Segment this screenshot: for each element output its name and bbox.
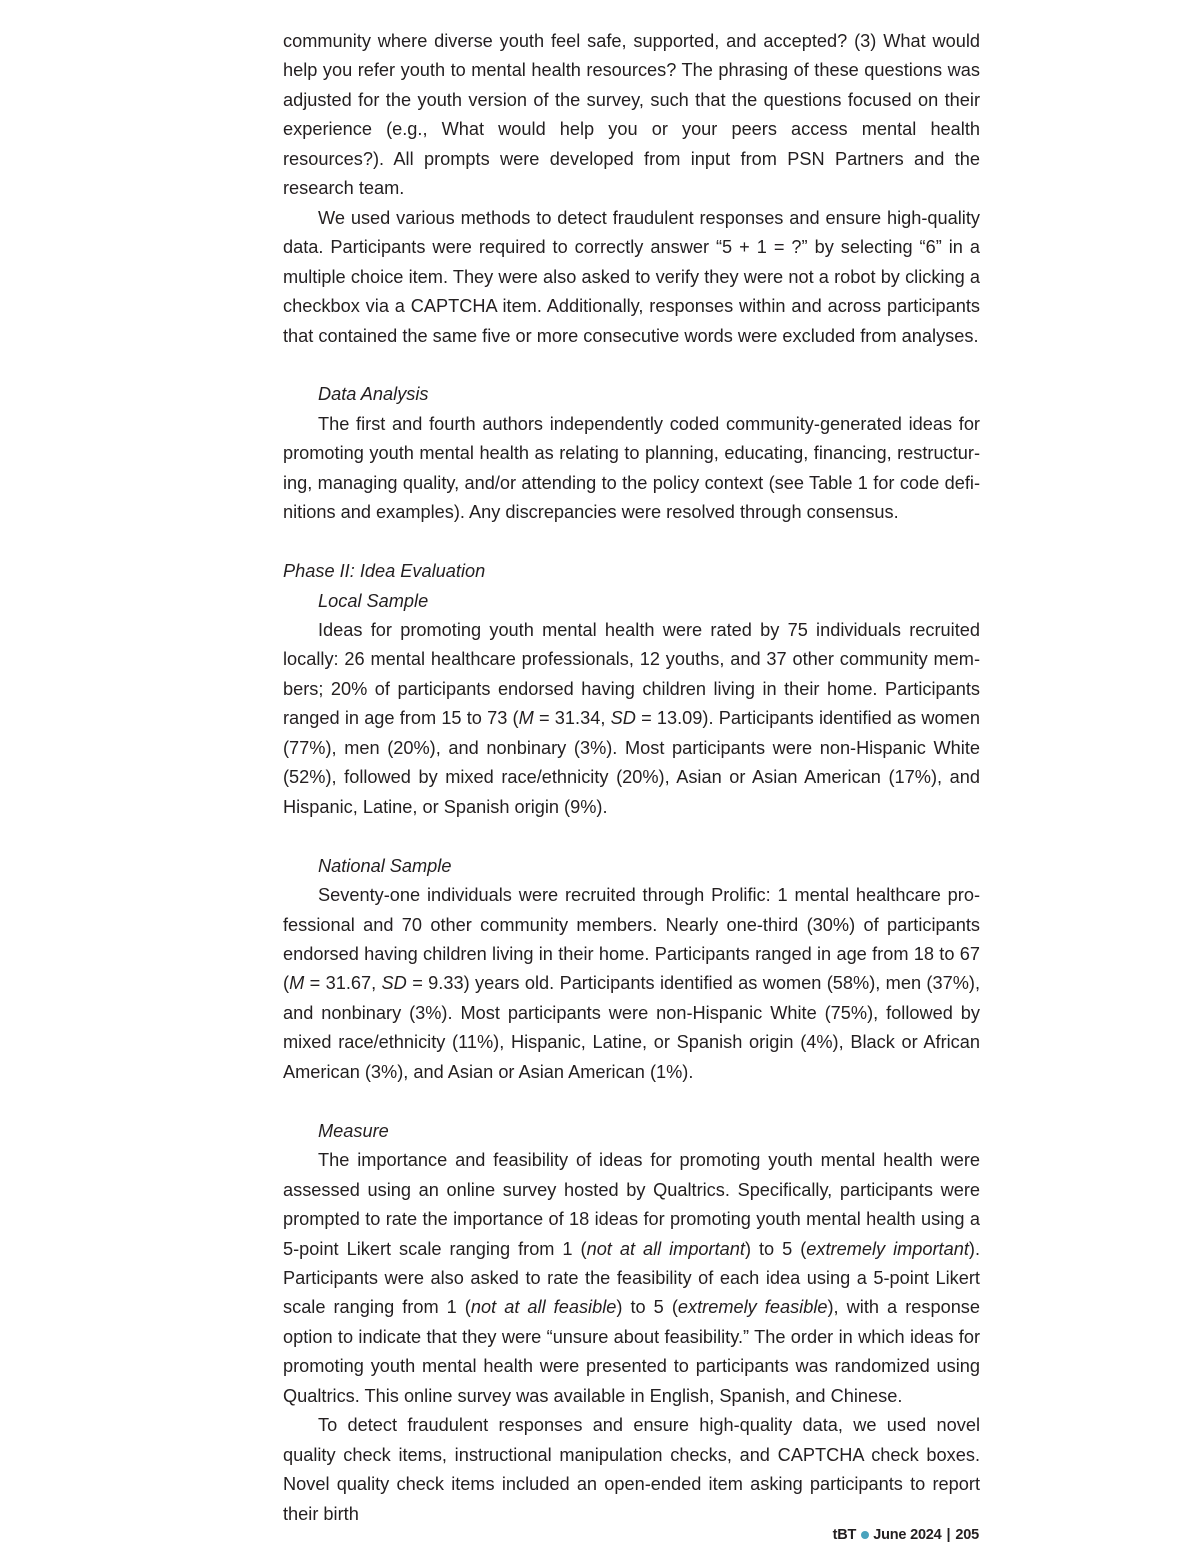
text-run: = 31.34, [533, 708, 611, 729]
section-heading-measure: Measure [318, 1120, 389, 1141]
text-run: The importance and feasibility of ideas for promoting youth mental health were assessed using an online survey hosted by Qualtrics. Specifically, participants were prompted to rate the importance of 18 ideas for promoting youth mental health using a 5-point Likert scale ranging from 1 ( [283, 1150, 980, 1259]
section-heading-phase-2: Phase II: Idea Evaluation [283, 561, 486, 582]
section-heading-data-analysis: Data Analysis [318, 384, 429, 405]
text-run: Seventy-one individuals were recruited through Prolific: 1 mental healthcare professional and 70 other community members. Nearly one-third (30%) of participants endorsed having children living in their home. Participants ranged in age from 18 to 67 ( [283, 885, 980, 994]
body-paragraph: To detect fraudulent responses and ensure high-quality data, we used novel quality check items, instructional manipulation checks, and CAPTCHA check boxes. Novel quality check items included an open-ended item asking participants to report their birth [283, 1415, 980, 1524]
paragraph-gap [283, 351, 980, 380]
scale-anchor: extremely feasible [677, 1297, 828, 1318]
text-run: ). Participants were also asked to rate the feasibility of each idea using a 5-point Likert scale ranging from 1 ( [283, 1238, 981, 1318]
stat-symbol-sd: SD [381, 973, 407, 994]
page-footer [833, 1527, 979, 1543]
journal-name: tBT [832, 1527, 857, 1543]
body-paragraph: We used various methods to detect fraudulent responses and ensure high-quality data. Participants were required to correctly answer “5 + 1 = ?” by selecting “6” in a multiple choice item. They were also asked to verify they were not a robot by clicking a checkbox via a CAPTCHA item. Additionally, responses within and across participants that contained the same five or more consecutive words were excluded from analyses. [283, 207, 980, 346]
text-run: = 31.67, [304, 973, 382, 994]
body-paragraph [283, 616, 980, 822]
issue-date: June 2024 [873, 1527, 942, 1543]
bullet-dot-icon [861, 1531, 869, 1539]
stat-symbol-sd: SD [610, 708, 636, 729]
page-body [283, 27, 980, 1529]
paragraph-gap [283, 528, 980, 557]
scale-anchor: not at all feasible [470, 1297, 617, 1318]
scale-anchor: not at all important [586, 1238, 745, 1259]
text-run: ), with a response option to indicate that they were “unsure about feasibility.” The order in which ideas for promoting youth mental health were presented to participants was randomized using Qualtrics. This online survey was available in English, Spanish, and Chinese. [283, 1297, 981, 1406]
body-paragraph: The first and fourth authors independently coded community-generated ideas for promoting youth mental health as relating to planning, educating, financing, restructuring, managing quality, and/or attending to the policy context (see Table 1 for code definitions and examples). Any discrepancies were resolved through consensus. [283, 413, 980, 523]
text-run: Ideas for promoting youth mental health were rated by 75 individuals recruited locally: 26 mental healthcare professionals, 12 youths, and 37 other community members; 20% of participants endorsed having children living in their home. Participants ranged in age from 15 to 73 ( [283, 620, 980, 729]
paragraph-gap [283, 1087, 980, 1116]
text-run: ) to 5 ( [616, 1297, 678, 1318]
section-heading-national-sample: National Sample [318, 855, 452, 876]
stat-symbol-m: M [289, 973, 305, 994]
body-paragraph: community where diverse youth feel safe, supported, and accepted? (3) What would help you refer youth to mental health resources? The phrasing of these questions was adjusted for the youth version of the survey, such that the questions focused on their experience (e.g., What would help you or your peers access mental health resources?). All prompts were developed from input from PSN Partners and the research team. [283, 31, 980, 199]
paragraph-gap [283, 822, 980, 851]
footer-separator: | [946, 1527, 951, 1543]
text-run: = 13.09). Participants identified as women (77%), men (20%), and nonbinary (3%). Most participants were non-Hispanic White (52%), followed by mixed race/ethnicity (20%), Asian or Asian American (17%), and Hispanic, Latine, or Spanish origin (9%). [283, 708, 980, 817]
body-paragraph [283, 1146, 980, 1411]
body-paragraph [283, 881, 980, 1087]
scale-anchor: extremely important [806, 1238, 969, 1259]
text-run: = 9.33) years old. Participants identified as women (58%), men (37%), and nonbinary (3%). Most participants were non-Hispanic White (75%), followed by mixed race/ethnicity (11%), Hispanic, Latine, or Spanish origin (4%), Black or African American (3%), and Asian or Asian American (1%). [283, 973, 980, 1082]
section-heading-local-sample: Local Sample [318, 590, 429, 611]
stat-symbol-m: M [518, 708, 534, 729]
text-run: ) to 5 ( [744, 1238, 807, 1259]
page-number: 205 [955, 1527, 979, 1543]
